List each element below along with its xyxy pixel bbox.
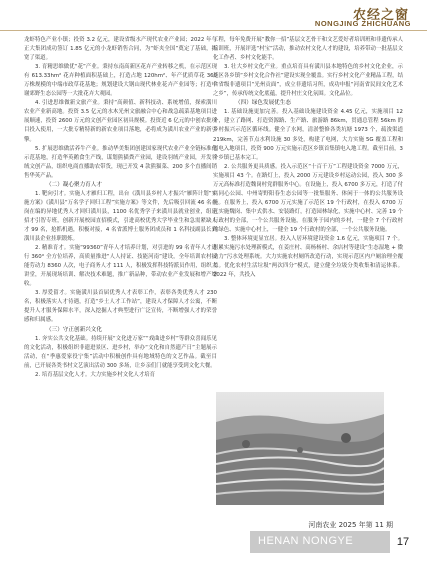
section-heading: （四）绿色发展优生态: [235, 100, 291, 107]
paragraph: 3. 育精思维做优“花”产业。秉持东南高新区花卉产业转移之机，在示范区现有 613.33hm² 花卉种植面积基础上，打造占地 120hm²、年产优质草花 360 万株规模的中端市政草花基地；规划建设大钢山现代林业花卉产业园等；打造申谢郊野生态公园等一大批花卉大观园。: [24, 64, 217, 98]
paragraph: 3. 厚爱留才。实施潢川县首届优秀人才表彰工作，表彰各类优秀人才 230 名，积极落实人才待遇，打造“乡土人才工作站”，建设人才保障人才公寓，不断提升人才服务保障水平，深入挖掘人才典型进行广泛宣传，不断增强人才的荣誉感和归属感。: [24, 290, 217, 324]
paragraph: 工程，每年免费开展“教你一招”基层文艺骨干和文艺爱好者培训班和非遗传承人培训班，开展评选“村宝”活动，推动农村文化人才的建设，培养带动一批基层文化工作者、乡村文化能手。: [213, 37, 403, 62]
section-heading: （三）守正创新兴文化: [46, 326, 102, 333]
magazine-name: HENAN NONGYE: [258, 535, 354, 547]
column-subtitle: NONGJING ZHICHUANG: [314, 19, 411, 28]
issue-info: 河南农业 2025 年第 11 期: [308, 521, 393, 529]
paragraph: 2. 公共服务更具质感。投入示范区“十百千万”工程建设资金 7000 万元，实施项目 43 个。在路灯上，投入 2000 万元建设乡村运动公园，投入 300 多万元高标准打造魏岗村党群服务中心。在设施上，投入 6700 多万元，打造了付店同心公园、中州寄野阳春生态公园等一批集服务、体闲于一体的公共服务设施。在服务上，投入 6700 万元实施了示范区 19 个行政村，在投入 6700 万元实施魏岗、集中式供水、安装路灯，打造园林绿化，实施中心村、完善 19 个行政村的全部，一个公共服务设施，在服务于园内的乡村，一健全 7 个行政村的绿色、实施中心村上，一健全 19 个行政村的全部，一个公共服务设施。: [213, 163, 403, 233]
paragraph: 5. 扩展思维做活养牛产业。推动华美集团创建国家现代农业产业全链标准化示范基地，打造华英鹅食生产线，谋划熊猫粪产业园，建设羽绒产业园，开发羽绒文创产品，组织电商直播助农带货，现已开发 4 款熊猫菜、200 多个直播间销售华英产品。: [24, 145, 217, 179]
article-left-column: [24, 36, 217, 380]
terraced-fields-photo: [216, 392, 384, 505]
paragraph: 2. 培育基层文化人才。大力实施乡村文化人才培育: [35, 371, 156, 378]
paragraph: 1. 基础设施更加完善。投入基础设施建设资金 4.45 亿元，实施项目 12 个，建立了路网、打造资源路、生产路、旅游路 86km，贯通总管程 56km 的乡村振兴示范区循环线。健全了水网，清淤整修各类坑塘 1973 个，疏浚渠道 219km，完善节点水利设施 30 多处，构建了电网，大力实施 5G 覆盖工程和弱电入地项目，投资 900 万元实施示范区乡镇首集镇电入地工程。截至目前，3 个乡镇已基本完工。: [213, 109, 403, 161]
paragraph: 1. 靶向引才。实施人才雁归工程，出台《潢川县乡村人才振兴“雁阵计划”实施方案》《潢川县“万名学子回归工程”实施方案》等文件，先后吸引回流 46 名在岗在编的异地优秀人才回归潢川县，1100 名优秀学子来潢川县就业创业，组建招才引智专班，创新开展校园直招模式，引进高校优秀大学毕业生和急需紧缺人才 99 名，抢抓机遇，积极对接，4 名省派博士服务团成员和 1 名科技副县长到潢川县企业挂职锻炼。: [24, 190, 217, 243]
paragraph: 2. 精准育才。实施“99360”青年人才培养计划，对引进的 99 名青年人才进行 360° 全方位培养，高质量推进“人人持证、技能河南”建设，全年培训农村技能劳动力 8360 人次，电子商务人才 111 人，积极发挥科技特派员作用，组织大讲堂，开展现场培训、解决技术难题，推广新品种，带动农业产业发展和增产增收。: [24, 245, 217, 288]
paragraph: 3. 壮大乡村文化产业。重点培育具有潢川县本地特色的乡村文化企业，示范区各乡镇“乡村文化合作社”建设实现全覆盖。实行乡村文化产业精品工程，结合省级非遗项目“光州贡面”，成立非遗培习所，成功申报“河南省民间文化艺术之乡”，传承传统文化底蕴，提升村庄文化氛围。文化品位。: [213, 64, 403, 98]
paragraph: 4. 引进思维做新文旅产业。秉持“高颜值、新科技动、系统增值，探索潢川农业产业新高地。投资 3.5 亿元的水木光州文旅融合中心和战急疏菜基地项目进展顺速，投资 2600 万元的文创产业园区初具规模。投资近 6 亿元的中创农批项目投入使用，一大批专精特新的新农业项目落地，必将成为潢川农业产业的新引擎。: [24, 100, 217, 143]
header-band: [0, 0, 427, 32]
paragraph: 龙虾特色产业小镇；投资 3.2 亿元，建设省级水产现代农业产业园；2022 年与正大集团成功签订 1.85 亿元的小龙虾销售合同，为“虾夹全国”奠定了基础，拓宽了渠道。: [24, 37, 217, 62]
column-title: 农经之窗: [352, 8, 409, 23]
header-divider: [0, 30, 427, 31]
page-number: 17: [392, 531, 414, 553]
paragraph: 3. 整体环境更显宜居。投入人居环境建设资金 1.6 亿元，实施项目 7 个。积累实施污水处理新模式，在姜庄村、高杨杨村、余店村等建设“生态湿地 + 微动力”污水处理系统。大力实施农村厕所改造行动，实现示范区内户厕治理全覆盖。优化农村生活垃圾“两次四分”模式，建立健全垃圾分类收集和清运体系。2022 年，共投入: [213, 236, 403, 279]
article-right-column: [213, 36, 403, 280]
section-heading: （二）凝心聚力育人才: [46, 181, 102, 188]
paragraph: 1. 夯实公共文化基础。持续开展“文化进万家”“戏曲进乡村”等群众喜闻乐见的文化活动，积极组织非遗进景区、进乡村，举办“文化和自然遗产日”主题展示活动，在“季惠爱家役宁集”活动中积极创作具有地域特色的文艺作品。截至目前，已开展各类书村文艺演出活动 300 多场，让乡亲们门就能享受到文化大餐。: [24, 335, 217, 369]
